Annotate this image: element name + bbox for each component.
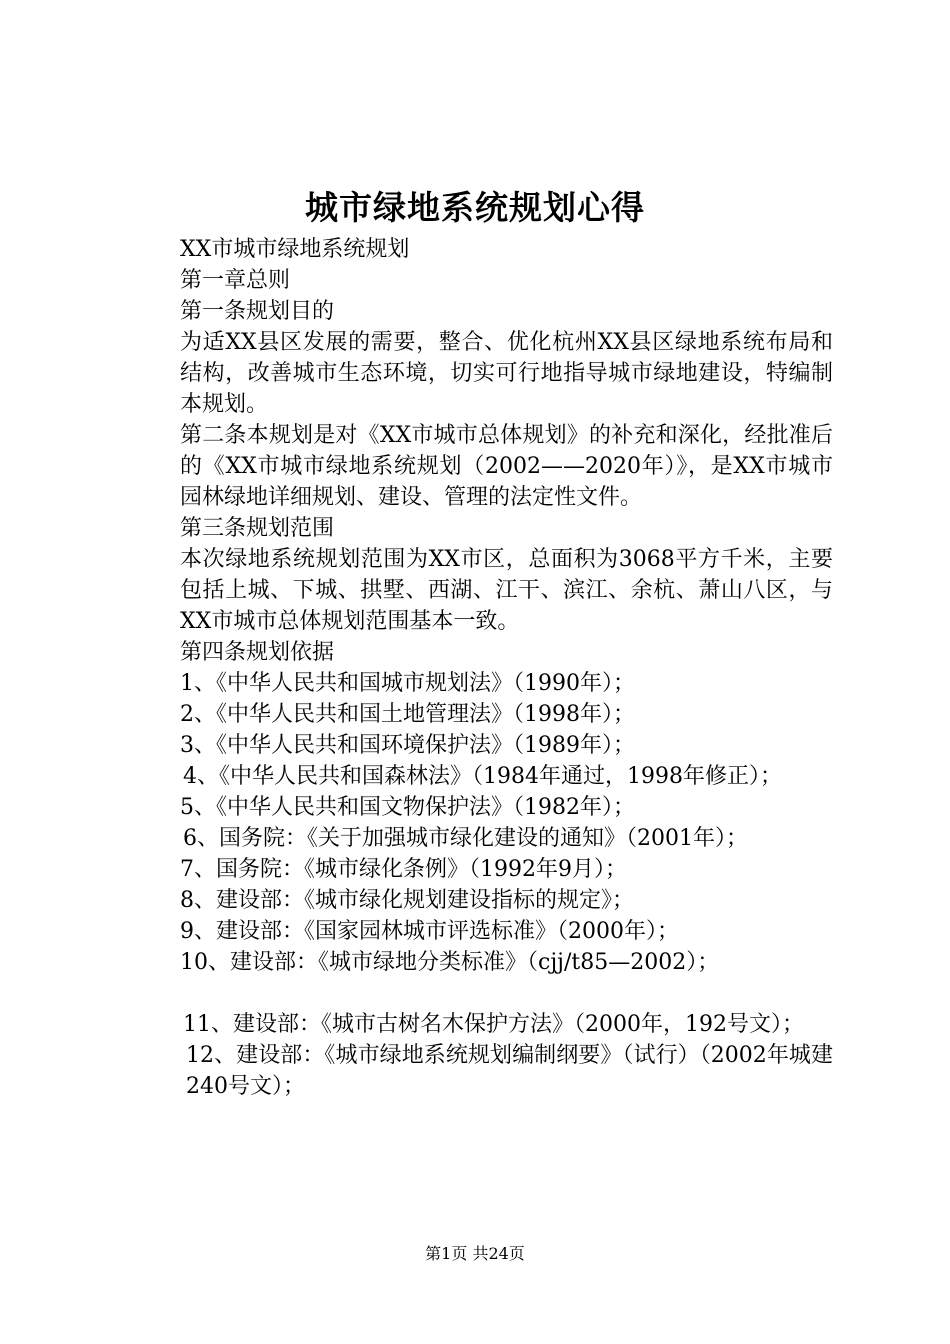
body-paragraph: 本次绿地系统规划范围为XX市区，总面积为3068平方千米，主要包括上城、下城、拱墅、西湖、江干、滨江、余杭、萧山八区，与XX市城市总体规划范围基本一致。	[180, 547, 833, 634]
article-heading: 第四条规划依据	[180, 640, 335, 665]
article-heading: 第三条规划范围	[180, 516, 335, 541]
list-item: 9、建设部：《国家园林城市评选标准》（2000年）；	[180, 919, 679, 944]
list-item: 8、建设部：《城市绿化规划建设指标的规定》；	[180, 888, 634, 913]
list-item: 5、《中华人民共和国文物保护法》（1982年）；	[180, 795, 635, 820]
list-item: 7、国务院：《城市绿化条例》（1992年9月）；	[180, 857, 627, 882]
list-item: 3、《中华人民共和国环境保护法》（1989年）；	[180, 733, 635, 758]
body-paragraph: 第二条本规划是对《XX市城市总体规划》的补充和深化，经批准后的《XX市城市绿地系统规划（2002——2020年）》，是XX市城市园林绿地详细规划、建设、管理的法定性文件。	[180, 423, 833, 510]
list-item: 12、建设部：《城市绿地系统规划编制纲要》（试行）（2002年城建240号文）；	[186, 1043, 833, 1099]
list-item: 1、《中华人民共和国城市规划法》（1990年）；	[180, 671, 635, 696]
list-item: 6、国务院：《关于加强城市绿化建设的通知》（2001年）；	[183, 826, 748, 851]
plan-name: XX市城市绿地系统规划	[180, 237, 410, 262]
document-title: 城市绿地系统规划心得	[305, 188, 645, 227]
list-item: 2、《中华人民共和国土地管理法》（1998年）；	[180, 702, 635, 727]
list-item: 11、建设部：《城市古树名木保护方法》（2000年，192号文）；	[183, 1012, 804, 1037]
document-body	[128, 234, 833, 1102]
page-footer: 第1页 共24页	[425, 1244, 525, 1263]
list-item: 10、建设部：《城市绿地分类标准》（cjj/t85—2002）；	[180, 950, 720, 975]
chapter-heading: 第一章总则	[180, 268, 291, 293]
body-paragraph: 为适XX县区发展的需要，整合、优化杭州XX县区绿地系统布局和结构，改善城市生态环境，切实可行地指导城市绿地建设，特编制本规划。	[180, 330, 833, 417]
list-item: 4、《中华人民共和国森林法》（1984年通过，1998年修正）；	[183, 764, 782, 789]
blank-line	[128, 978, 833, 1009]
article-heading: 第一条规划目的	[180, 299, 335, 324]
